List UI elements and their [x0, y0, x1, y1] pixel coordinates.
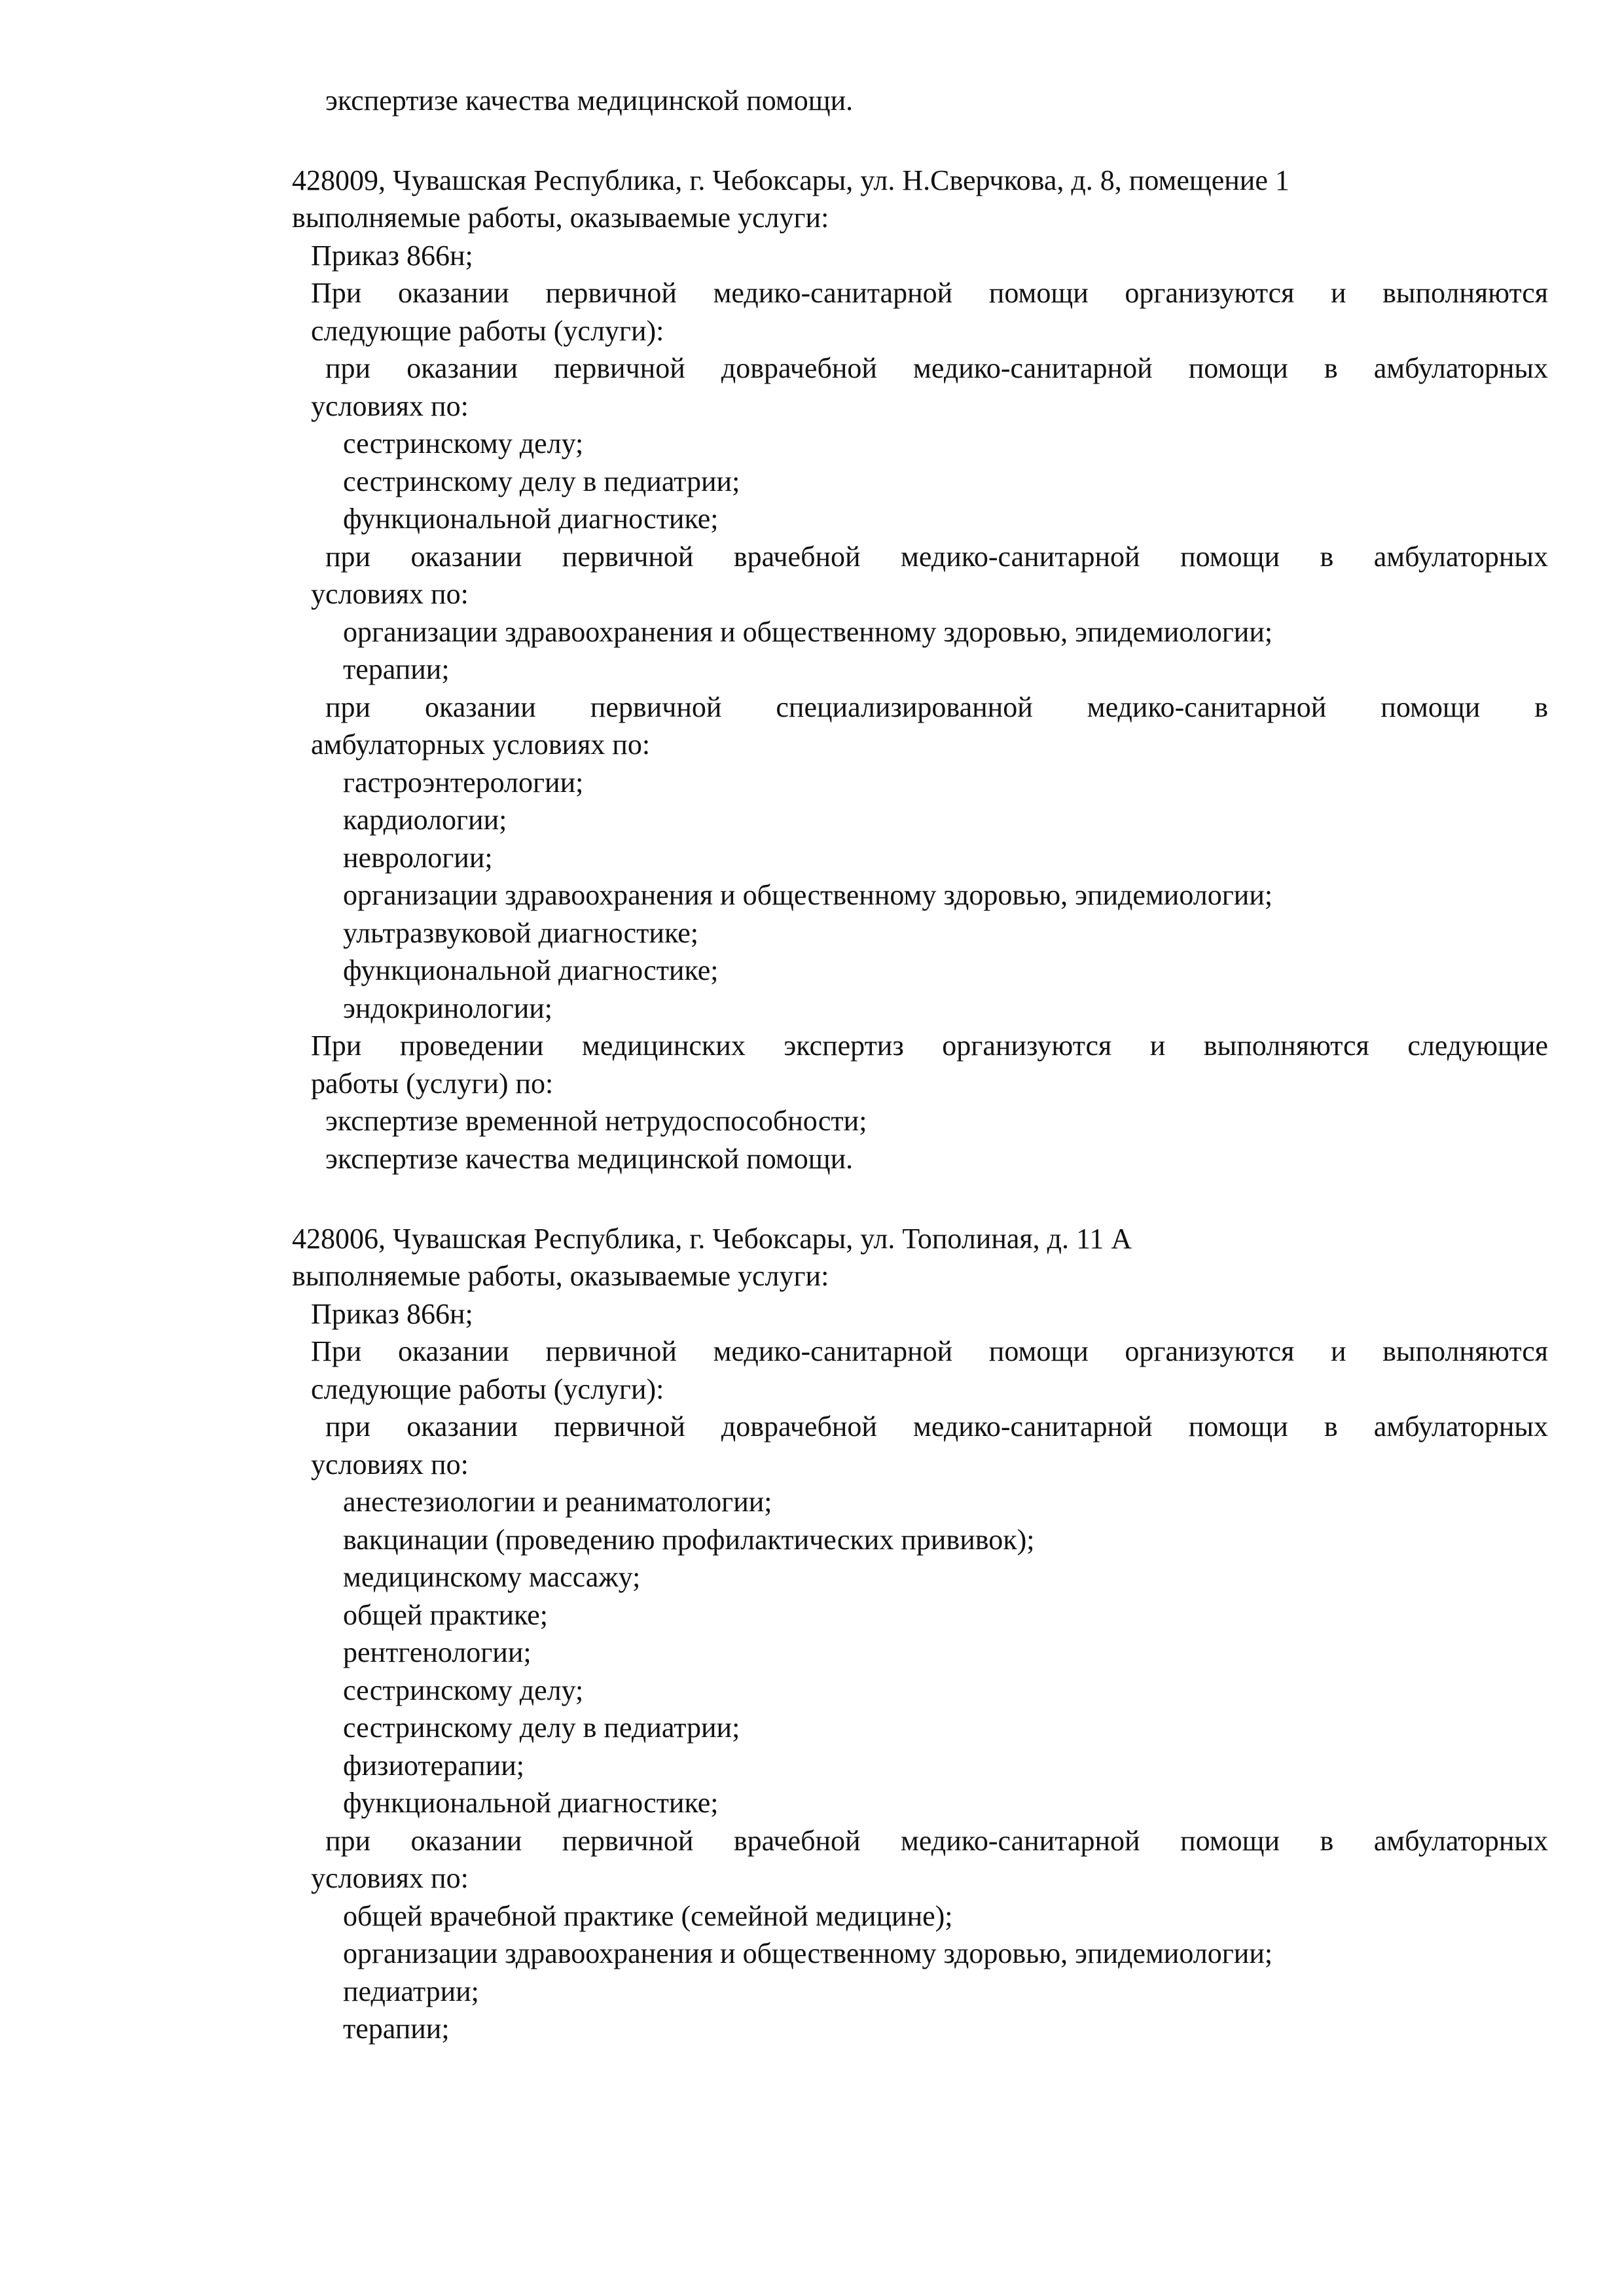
text-line: при оказании первичной специализированной медико-санитарной помощи в [325, 691, 1548, 723]
text-line: следующие работы (услуги): [311, 1373, 664, 1405]
list-item: функциональной диагностике; [343, 1787, 719, 1819]
text-line: При проведении медицинских экспертиз организуются и выполняются следующие [311, 1030, 1548, 1062]
order-line: Приказ 866н; [311, 1298, 473, 1330]
list-item: терапии; [343, 653, 450, 685]
works-label: выполняемые работы, оказываемые услуги: [292, 202, 829, 234]
list-item: общей врачебной практике (семейной медицине); [343, 1900, 953, 1932]
works-label: выполняемые работы, оказываемые услуги: [292, 1260, 829, 1292]
list-item: эндокринологии; [343, 992, 553, 1024]
text-line: при оказании первичной врачебной медико-санитарной помощи в амбулаторных [325, 541, 1548, 573]
list-item: функциональной диагностике; [343, 503, 719, 535]
list-item: неврологии; [343, 842, 493, 874]
list-item: рентгенологии; [343, 1636, 532, 1668]
list-item: анестезиологии и реаниматологии; [343, 1486, 772, 1518]
list-item: экспертизе качества медицинской помощи. [325, 1143, 854, 1175]
text-line: следующие работы (услуги): [311, 315, 664, 347]
text-line: условиях по: [311, 390, 469, 422]
list-item: организации здравоохранения и общественному здоровью, эпидемиологии; [343, 616, 1273, 648]
list-item: организации здравоохранения и общественному здоровью, эпидемиологии; [343, 879, 1273, 911]
list-item: сестринскому делу; [343, 1674, 584, 1706]
list-item: сестринскому делу; [343, 427, 584, 459]
list-item: медицинскому массажу; [343, 1561, 641, 1593]
text-line: амбулаторных условиях по: [311, 728, 651, 761]
list-item: сестринскому делу в педиатрии; [343, 465, 740, 497]
list-item: терапии; [343, 2013, 450, 2045]
text-line: работы (услуги) по: [311, 1067, 554, 1100]
list-item: кардиологии; [343, 804, 507, 836]
list-item: вакцинации (проведению профилактических прививок); [343, 1524, 1035, 1556]
list-item: ультразвуковой диагностике; [343, 917, 699, 949]
list-item: организации здравоохранения и общественному здоровью, эпидемиологии; [343, 1937, 1273, 1969]
list-item: функциональной диагностике; [343, 954, 719, 986]
text-line: При оказании первичной медико-санитарной помощи организуются и выполняются [311, 1335, 1548, 1367]
text-line: при оказании первичной доврачебной медико-санитарной помощи в амбулаторных [325, 352, 1548, 384]
order-line: Приказ 866н; [311, 240, 473, 272]
list-item: сестринскому делу в педиатрии; [343, 1712, 740, 1744]
list-item: общей практике; [343, 1599, 549, 1631]
list-item: физиотерапии; [343, 1749, 524, 1782]
address-line: 428009, Чувашская Республика, г. Чебоксары, ул. Н.Сверчкова, д. 8, помещение 1 [292, 164, 1290, 196]
text-line: при оказании первичной врачебной медико-санитарной помощи в амбулаторных [325, 1825, 1548, 1857]
text-line: условиях по: [311, 578, 469, 610]
text-line: при оказании первичной доврачебной медико-санитарной помощи в амбулаторных [325, 1410, 1548, 1443]
list-item: гастроэнтерологии; [343, 766, 584, 798]
address-line: 428006, Чувашская Республика, г. Чебоксары, ул. Тополиная, д. 11 А [292, 1223, 1132, 1255]
text-line: условиях по: [311, 1862, 469, 1894]
text-line: При оказании первичной медико-санитарной помощи организуются и выполняются [311, 277, 1548, 309]
list-item: педиатрии; [343, 1975, 479, 2007]
list-item: экспертизе временной нетрудоспособности; [325, 1105, 867, 1137]
text-line: экспертизе качества медицинской помощи. [325, 84, 854, 117]
text-line: условиях по: [311, 1448, 469, 1480]
